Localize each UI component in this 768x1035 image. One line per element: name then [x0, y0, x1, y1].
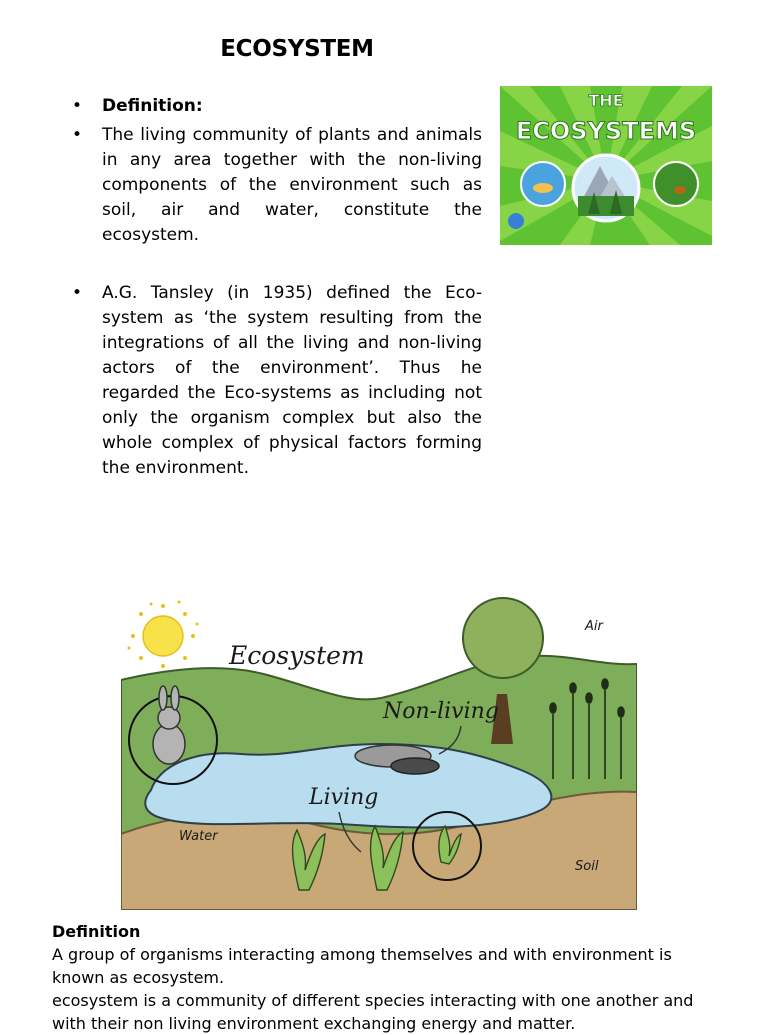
fish-icon — [533, 183, 553, 193]
globe-icon — [508, 213, 524, 229]
lower-definition-block — [52, 920, 712, 1035]
thumbnail-line1: THE — [588, 91, 624, 110]
label-water: Water — [179, 829, 218, 844]
bullet-item-definition-heading — [72, 94, 482, 119]
thumbnail-line2: ECOSYSTEMS — [515, 117, 697, 145]
bullet-list — [72, 94, 482, 481]
diagram-title: Ecosystem — [229, 641, 365, 670]
lower-definition-heading: Definition — [52, 922, 141, 941]
definition-heading: • Definition: — [102, 96, 203, 116]
ecosystem-diagram-image — [121, 594, 637, 910]
label-living: Living — [309, 785, 379, 810]
ecosystems-thumbnail-image — [500, 86, 712, 245]
tansley-text: • A.G. Tansley (in 1935) defined the Eco-system as ‘the system resulting from the integrations of all the living and non-living actors of the environment’. Thus he regarded the Eco-systems as including not only the organism complex but also the whole complex of physical factors forming the environment. — [102, 283, 482, 478]
bullet-item-tansley — [72, 281, 482, 481]
label-air: Air — [585, 619, 603, 634]
bullet-item-definition — [72, 123, 482, 248]
definition-text: • The living community of plants and animals in any area together with the non-living components of the environment such as soil, air and water, constitute the ecosystem. — [102, 125, 482, 245]
lower-definition-line1: A group of organisms interacting among themselves and with environment is known as ecosystem. — [52, 945, 672, 987]
field-circle-icon — [654, 162, 698, 206]
lower-definition-line2: ecosystem is a community of different species interacting with one another and with their non living environment exchanging energy and matter. — [52, 991, 694, 1033]
page-title: ECOSYSTEM — [220, 36, 374, 62]
label-soil: Soil — [575, 859, 599, 874]
label-nonliving: Non-living — [383, 699, 499, 724]
